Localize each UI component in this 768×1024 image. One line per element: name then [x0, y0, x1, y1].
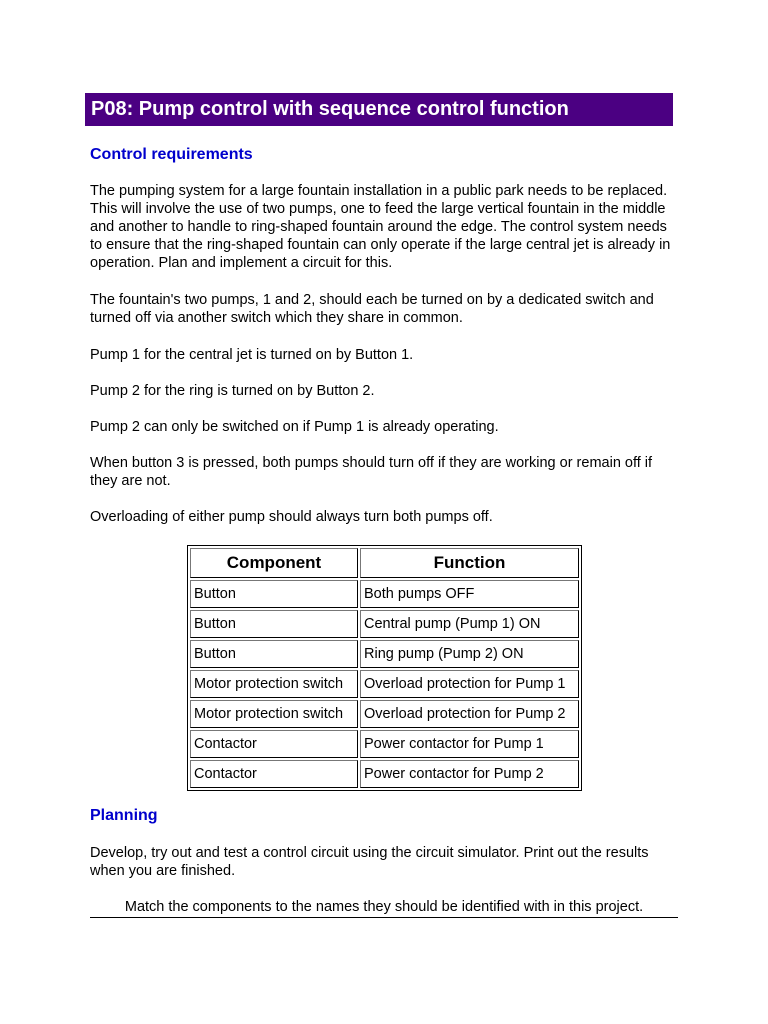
paragraph-overload: Overloading of either pump should always turn both pumps off. — [90, 509, 493, 525]
function-cell: Both pumps OFF — [360, 580, 579, 608]
paragraph-planning: Develop, try out and test a control circuit using the circuit simulator. Print out the results when you are finished. — [90, 845, 649, 879]
table-row — [190, 700, 579, 728]
component-cell: Contactor — [190, 730, 358, 758]
paragraph-pump1: Pump 1 for the central jet is turned on by Button 1. — [90, 347, 414, 363]
paragraph-interlock: Pump 2 can only be switched on if Pump 1 is already operating. — [90, 419, 499, 435]
match-instruction: Match the components to the names they should be identified with in this project. — [90, 898, 678, 918]
table-header-row — [190, 548, 579, 578]
table-row — [190, 760, 579, 788]
table-row — [190, 580, 579, 608]
component-cell: Button — [190, 580, 358, 608]
paragraph-switches: The fountain's two pumps, 1 and 2, should each be turned on by a dedicated switch and turned off via another switch which they share in common. — [90, 292, 654, 326]
control-requirements-heading: Control requirements — [90, 146, 253, 163]
paragraph-pump2: Pump 2 for the ring is turned on by Button 2. — [90, 383, 375, 399]
component-cell: Motor protection switch — [190, 670, 358, 698]
column-header-component: Component — [190, 548, 358, 578]
paragraph-intro: The pumping system for a large fountain installation in a public park needs to be replaced. This will involve the use of two pumps, one to feed the large vertical fountain in the middle and another to handle to ring-shaped fountain around the edge. The control system needs to ensure that the ring-shaped fountain can only operate if the large central jet is already in operation. Plan and implement a circuit for this. — [90, 183, 671, 271]
components-table — [187, 545, 582, 791]
component-cell: Button — [190, 610, 358, 638]
function-cell: Power contactor for Pump 1 — [360, 730, 579, 758]
component-cell: Button — [190, 640, 358, 668]
component-cell: Contactor — [190, 760, 358, 788]
component-cell: Motor protection switch — [190, 700, 358, 728]
column-header-function: Function — [360, 548, 579, 578]
function-cell: Power contactor for Pump 2 — [360, 760, 579, 788]
paragraph-button3: When button 3 is pressed, both pumps should turn off if they are working or remain off if they are not. — [90, 455, 653, 489]
table-row — [190, 610, 579, 638]
function-cell: Overload protection for Pump 1 — [360, 670, 579, 698]
table-row — [190, 670, 579, 698]
table-row — [190, 640, 579, 668]
page-title: P08: Pump control with sequence control function — [85, 93, 673, 126]
function-cell: Central pump (Pump 1) ON — [360, 610, 579, 638]
function-cell: Ring pump (Pump 2) ON — [360, 640, 579, 668]
function-cell: Overload protection for Pump 2 — [360, 700, 579, 728]
table-row — [190, 730, 579, 758]
planning-heading: Planning — [90, 807, 158, 824]
